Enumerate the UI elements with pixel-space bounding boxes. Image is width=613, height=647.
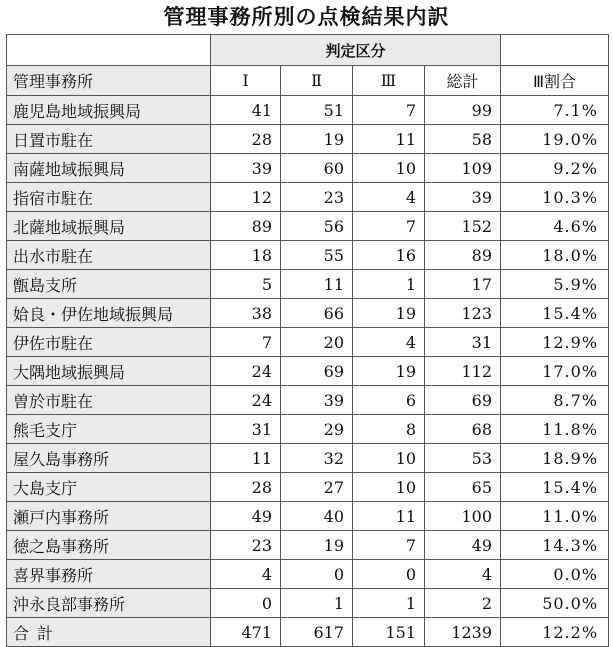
table-row — [7, 502, 609, 531]
total-cell: 31 — [425, 328, 501, 357]
table-row — [7, 96, 609, 125]
total-cell: 2 — [425, 589, 501, 618]
total-cell: 109 — [425, 154, 501, 183]
judgment-2-cell: 0 — [281, 560, 353, 589]
ratio-cell: 18.9% — [501, 444, 609, 473]
ratio-cell: 7.1% — [501, 96, 609, 125]
table-row — [7, 299, 609, 328]
judgment-3-cell: 7 — [353, 531, 425, 560]
table-row — [7, 444, 609, 473]
judgment-2-cell: 27 — [281, 473, 353, 502]
judgment-1-cell: 89 — [211, 212, 281, 241]
page-title: 管理事務所別の点検結果内訳 — [163, 5, 450, 29]
total-cell: 65 — [425, 473, 501, 502]
header-col-ratio: Ⅲ割合 — [501, 66, 609, 96]
total-cell: 53 — [425, 444, 501, 473]
judgment-1-cell: 38 — [211, 299, 281, 328]
header-blank-cell — [501, 35, 609, 66]
judgment-2-cell: 66 — [281, 299, 353, 328]
judgment-3-cell: 7 — [353, 212, 425, 241]
header-blank-cell — [7, 35, 211, 66]
judgment-1-cell: 471 — [211, 618, 281, 647]
header-col-3: Ⅲ — [353, 66, 425, 96]
table-row — [7, 560, 609, 589]
judgment-3-cell: 8 — [353, 415, 425, 444]
judgment-3-cell: 10 — [353, 473, 425, 502]
judgment-2-cell: 56 — [281, 212, 353, 241]
office-name-cell: 熊毛支庁 — [7, 415, 211, 444]
ratio-cell: 10.3% — [501, 183, 609, 212]
office-name-cell: 沖永良部事務所 — [7, 589, 211, 618]
total-row — [7, 618, 609, 647]
judgment-3-cell: 4 — [353, 328, 425, 357]
judgment-1-cell: 4 — [211, 560, 281, 589]
ratio-cell: 5.9% — [501, 270, 609, 299]
office-name-cell: 姶良・伊佐地域振興局 — [7, 299, 211, 328]
judgment-2-cell: 55 — [281, 241, 353, 270]
judgment-2-cell: 51 — [281, 96, 353, 125]
ratio-cell: 12.9% — [501, 328, 609, 357]
judgment-2-cell: 617 — [281, 618, 353, 647]
ratio-cell: 11.0% — [501, 502, 609, 531]
office-name-cell: 鹿児島地域振興局 — [7, 96, 211, 125]
judgment-2-cell: 23 — [281, 183, 353, 212]
table-row — [7, 154, 609, 183]
judgment-3-cell: 1 — [353, 589, 425, 618]
office-name-cell: 大島支庁 — [7, 473, 211, 502]
judgment-2-cell: 20 — [281, 328, 353, 357]
total-cell: 89 — [425, 241, 501, 270]
total-cell: 100 — [425, 502, 501, 531]
office-name-cell: 日置市駐在 — [7, 125, 211, 154]
judgment-1-cell: 11 — [211, 444, 281, 473]
ratio-cell: 50.0% — [501, 589, 609, 618]
judgment-2-cell: 1 — [281, 589, 353, 618]
header-col-total: 総計 — [425, 66, 501, 96]
judgment-3-cell: 6 — [353, 386, 425, 415]
office-name-cell: 出水市駐在 — [7, 241, 211, 270]
judgment-2-cell: 32 — [281, 444, 353, 473]
ratio-cell: 15.4% — [501, 473, 609, 502]
judgment-3-cell: 10 — [353, 154, 425, 183]
judgment-1-cell: 49 — [211, 502, 281, 531]
ratio-cell: 19.0% — [501, 125, 609, 154]
judgment-1-cell: 0 — [211, 589, 281, 618]
judgment-1-cell: 28 — [211, 473, 281, 502]
total-cell: 1239 — [425, 618, 501, 647]
judgment-3-cell: 19 — [353, 299, 425, 328]
judgment-1-cell: 31 — [211, 415, 281, 444]
judgment-1-cell: 18 — [211, 241, 281, 270]
office-name-cell: 南薩地域振興局 — [7, 154, 211, 183]
total-cell: 17 — [425, 270, 501, 299]
office-name-cell: 屋久島事務所 — [7, 444, 211, 473]
judgment-1-cell: 7 — [211, 328, 281, 357]
judgment-1-cell: 24 — [211, 386, 281, 415]
ratio-cell: 14.3% — [501, 531, 609, 560]
judgment-3-cell: 151 — [353, 618, 425, 647]
judgment-1-cell: 24 — [211, 357, 281, 386]
total-cell: 112 — [425, 357, 501, 386]
ratio-cell: 15.4% — [501, 299, 609, 328]
office-name-cell: 瀬戸内事務所 — [7, 502, 211, 531]
office-name-cell: 北薩地域振興局 — [7, 212, 211, 241]
judgment-3-cell: 10 — [353, 444, 425, 473]
table-body — [7, 96, 609, 647]
ratio-cell: 8.7% — [501, 386, 609, 415]
judgment-2-cell: 29 — [281, 415, 353, 444]
total-cell: 58 — [425, 125, 501, 154]
ratio-cell: 4.6% — [501, 212, 609, 241]
table-row — [7, 241, 609, 270]
judgment-2-cell: 39 — [281, 386, 353, 415]
judgment-1-cell: 23 — [211, 531, 281, 560]
inspection-results-table — [6, 34, 609, 647]
table-row — [7, 589, 609, 618]
judgment-2-cell: 19 — [281, 125, 353, 154]
office-name-cell: 大隅地域振興局 — [7, 357, 211, 386]
total-cell: 4 — [425, 560, 501, 589]
office-name-cell: 合計 — [7, 618, 211, 647]
judgment-2-cell: 11 — [281, 270, 353, 299]
judgment-1-cell: 39 — [211, 154, 281, 183]
table-row — [7, 212, 609, 241]
office-name-cell: 甑島支所 — [7, 270, 211, 299]
office-name-cell: 喜界事務所 — [7, 560, 211, 589]
header-judgment-category: 判定区分 — [211, 35, 501, 66]
table-row — [7, 183, 609, 212]
table-row — [7, 531, 609, 560]
total-cell: 123 — [425, 299, 501, 328]
judgment-3-cell: 0 — [353, 560, 425, 589]
table-row — [7, 328, 609, 357]
ratio-cell: 11.8% — [501, 415, 609, 444]
ratio-cell: 0.0% — [501, 560, 609, 589]
total-cell: 39 — [425, 183, 501, 212]
header-office: 管理事務所 — [7, 66, 211, 96]
judgment-3-cell: 19 — [353, 357, 425, 386]
table-row — [7, 415, 609, 444]
judgment-1-cell: 12 — [211, 183, 281, 212]
judgment-2-cell: 19 — [281, 531, 353, 560]
judgment-1-cell: 5 — [211, 270, 281, 299]
office-name-cell: 伊佐市駐在 — [7, 328, 211, 357]
total-cell: 99 — [425, 96, 501, 125]
total-cell: 68 — [425, 415, 501, 444]
judgment-3-cell: 4 — [353, 183, 425, 212]
judgment-1-cell: 41 — [211, 96, 281, 125]
total-cell: 49 — [425, 531, 501, 560]
total-cell: 69 — [425, 386, 501, 415]
office-name-cell: 曽於市駐在 — [7, 386, 211, 415]
office-name-cell: 指宿市駐在 — [7, 183, 211, 212]
header-row-columns — [7, 66, 609, 96]
judgment-3-cell: 1 — [353, 270, 425, 299]
judgment-2-cell: 40 — [281, 502, 353, 531]
total-cell: 152 — [425, 212, 501, 241]
judgment-2-cell: 69 — [281, 357, 353, 386]
judgment-3-cell: 16 — [353, 241, 425, 270]
table-row — [7, 270, 609, 299]
ratio-cell: 18.0% — [501, 241, 609, 270]
judgment-3-cell: 11 — [353, 502, 425, 531]
ratio-cell: 12.2% — [501, 618, 609, 647]
office-name-cell: 徳之島事務所 — [7, 531, 211, 560]
judgment-3-cell: 7 — [353, 96, 425, 125]
judgment-2-cell: 60 — [281, 154, 353, 183]
ratio-cell: 17.0% — [501, 357, 609, 386]
table-row — [7, 386, 609, 415]
header-row-group — [7, 35, 609, 66]
table-row — [7, 125, 609, 154]
ratio-cell: 9.2% — [501, 154, 609, 183]
judgment-1-cell: 28 — [211, 125, 281, 154]
table-row — [7, 473, 609, 502]
table-row — [7, 357, 609, 386]
header-col-1: Ⅰ — [211, 66, 281, 96]
judgment-3-cell: 11 — [353, 125, 425, 154]
header-col-2: Ⅱ — [281, 66, 353, 96]
